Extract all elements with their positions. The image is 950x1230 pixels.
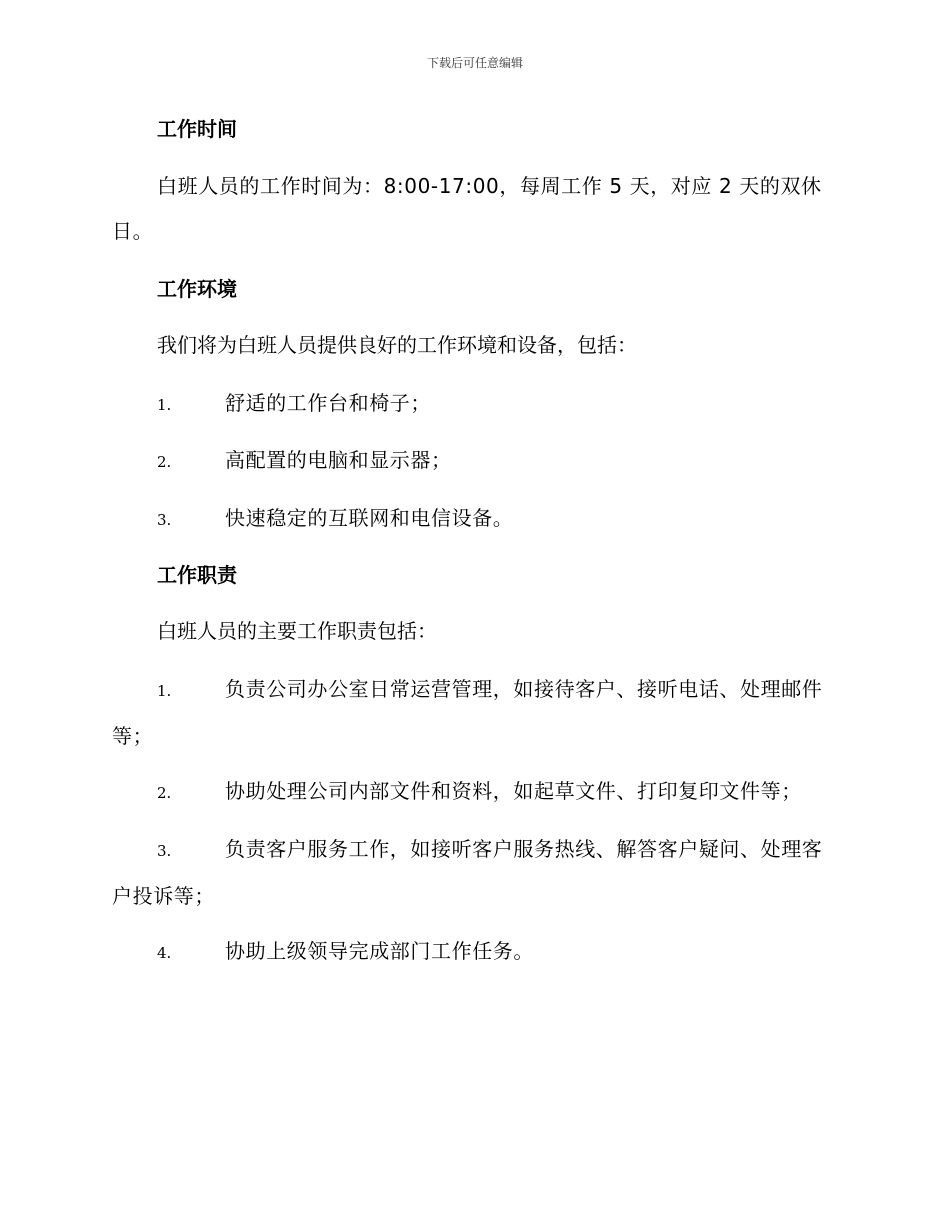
duties-intro: 白班人员的主要工作职责包括： [157,619,437,643]
list-item-number: 3. [157,842,172,860]
list-item-number: 1. [157,682,172,700]
list-item-text: 高配置的电脑和显示器； [225,448,452,472]
section-heading-work-time: 工作时间 [157,117,237,141]
list-item [112,496,834,543]
list-item-text: 负责公司办公室日常运营管理，如接待客户、接听电话、处理邮件等； [112,677,823,748]
list-item [112,769,834,816]
list-item [112,929,834,976]
list-item-text: 舒适的工作台和椅子； [225,391,431,415]
list-item-number: 4. [157,944,172,962]
page-header: 下载后可任意编辑 [426,56,523,70]
list-item-number: 1. [157,396,172,414]
list-item-text: 快速稳定的互联网和电信设备。 [225,506,514,530]
section-heading-work-duties: 工作职责 [157,563,237,587]
list-item [112,381,834,428]
list-item-text: 协助处理公司内部文件和资料，如起草文件、打印复印文件等； [225,779,802,803]
list-item-number: 3. [157,511,172,529]
work-time-text: 白班人员的工作时间为：8:00-17:00，每周工作 5 天，对应 2 天的双休日。 [112,174,822,243]
environment-intro: 我们将为白班人员提供良好的工作环境和设备，包括： [157,333,637,357]
list-item [112,827,834,919]
list-item-text: 负责客户服务工作，如接听客户服务热线、解答客户疑问、处理客户投诉等； [112,837,823,908]
section-heading-work-environment: 工作环境 [157,277,237,301]
list-item-text: 协助上级领导完成部门工作任务。 [225,939,534,963]
list-item-number: 2. [157,453,172,471]
list-item [112,438,834,485]
list-item-number: 2. [157,784,172,802]
list-item [112,667,834,759]
